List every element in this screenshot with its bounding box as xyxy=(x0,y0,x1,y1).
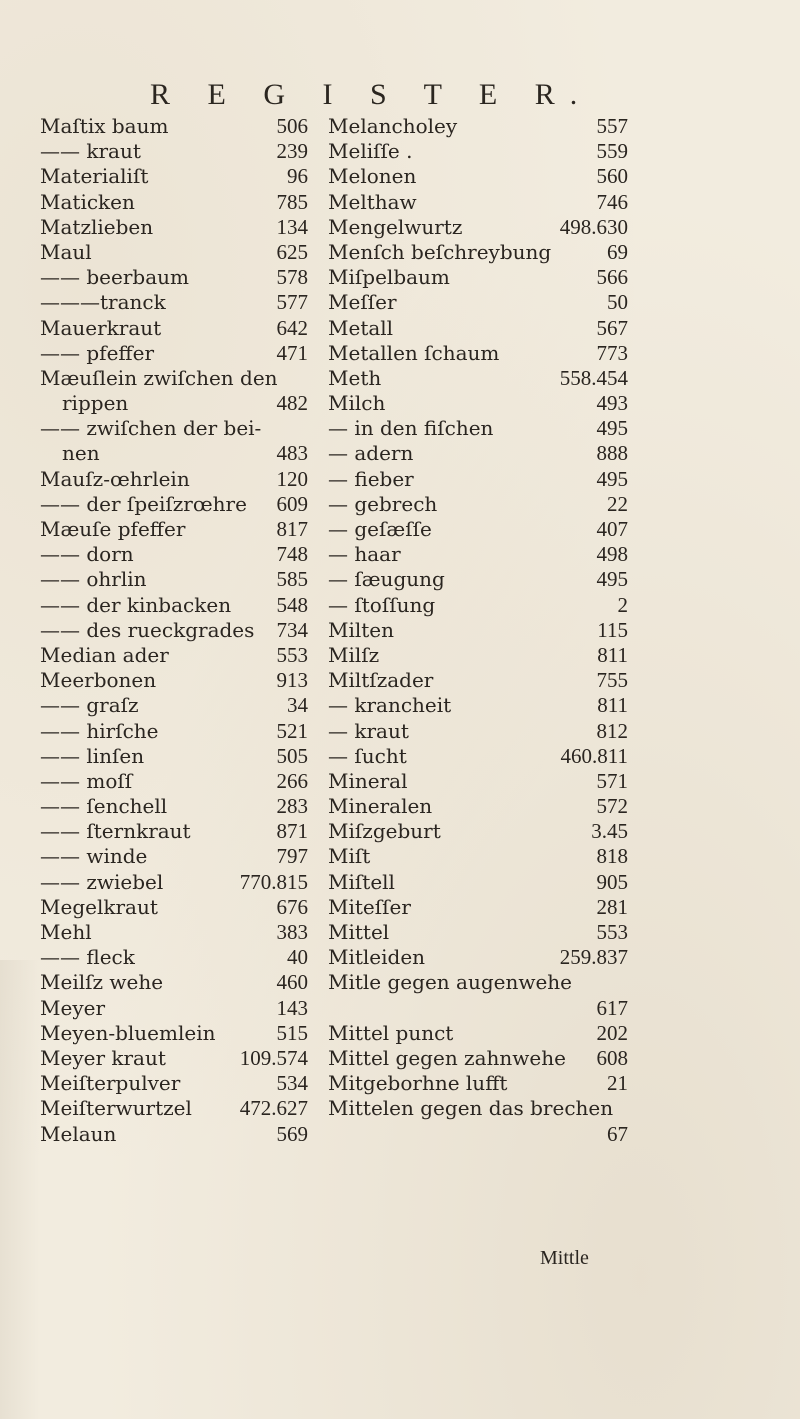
index-term: Meyer kraut xyxy=(40,1045,166,1070)
index-entry xyxy=(40,215,308,240)
index-entry xyxy=(40,114,308,139)
page-reference: 585 xyxy=(276,567,308,592)
index-entry xyxy=(328,1021,628,1046)
index-term: —— fleck xyxy=(40,945,135,970)
index-entry xyxy=(328,693,628,718)
index-term: Mauerkraut xyxy=(40,315,162,340)
index-term: — kraut xyxy=(328,718,409,743)
index-entry xyxy=(328,139,628,164)
index-term: —— graſz xyxy=(40,693,139,718)
index-term: Miſtell xyxy=(328,869,395,894)
index-entry xyxy=(40,819,308,844)
page-reference: 67 xyxy=(607,1121,628,1146)
index-entry xyxy=(40,769,308,794)
index-entry xyxy=(40,744,308,769)
page-reference: 143 xyxy=(276,995,308,1020)
page-reference: 115 xyxy=(597,617,628,642)
page-reference: 471 xyxy=(276,340,308,365)
page-reference: 913 xyxy=(276,668,308,693)
index-term: —— linſen xyxy=(40,743,145,768)
running-head: R E G I S T E R. xyxy=(150,78,593,111)
page-reference: 617 xyxy=(596,995,628,1020)
page-reference: 483 xyxy=(276,441,308,466)
index-term: Mehl xyxy=(40,920,92,944)
page-reference: 811 xyxy=(597,693,628,718)
index-entry xyxy=(328,769,628,794)
index-entry xyxy=(40,895,308,920)
page-reference: 283 xyxy=(276,794,308,819)
index-term: Meyen-bluemlein xyxy=(40,1020,216,1045)
index-term: Meliſſe . xyxy=(328,139,413,164)
page-reference: 259.837 xyxy=(559,945,628,970)
page-reference: 472.627 xyxy=(239,1096,308,1121)
index-term: Mittelen gegen das brechen xyxy=(328,1096,614,1121)
index-entry xyxy=(328,366,628,391)
index-entry xyxy=(328,164,628,189)
page-reference: 785 xyxy=(276,189,308,214)
index-entry xyxy=(40,567,308,592)
index-entry xyxy=(40,240,308,265)
index-entry xyxy=(328,996,628,1021)
index-entry xyxy=(40,1046,308,1071)
index-term: Melonen xyxy=(328,164,417,189)
page-reference: 578 xyxy=(276,265,308,290)
index-term: — krancheit xyxy=(328,693,452,718)
page-reference: 498.630 xyxy=(559,214,628,239)
index-term: Mitgeborhne lufft xyxy=(328,1071,508,1096)
index-term: —— beerbaum xyxy=(40,265,189,290)
page-reference: 495 xyxy=(596,466,628,491)
index-term: — haar xyxy=(328,542,401,567)
index-entry xyxy=(40,391,308,416)
index-term: —— zwiſchen der bei- xyxy=(40,416,262,441)
index-entry xyxy=(328,114,628,139)
index-entry xyxy=(328,517,628,542)
index-entry xyxy=(40,265,308,290)
index-term: — geſæſſe xyxy=(328,517,432,541)
index-term: Milten xyxy=(328,617,395,642)
index-entry xyxy=(328,567,628,592)
index-entry xyxy=(40,341,308,366)
index-entry xyxy=(328,240,628,265)
index-column-right xyxy=(328,114,628,1147)
index-entry xyxy=(40,366,308,391)
index-entry xyxy=(328,794,628,819)
index-term: Miſpelbaum xyxy=(328,265,450,290)
index-entry xyxy=(40,164,308,189)
page-reference: 506 xyxy=(276,114,308,138)
index-term: rippen xyxy=(62,391,129,416)
page-reference: 888 xyxy=(596,441,628,466)
page-reference: 50 xyxy=(607,290,628,315)
index-term: —— winde xyxy=(40,844,148,869)
index-term: Melaun xyxy=(40,1121,117,1146)
index-term: Mæuſe pfeffer xyxy=(40,517,186,541)
page-reference: 571 xyxy=(596,768,628,793)
index-term: — ſtoſſung xyxy=(328,592,436,617)
page-reference: 811 xyxy=(597,642,628,667)
index-term: Maul xyxy=(40,239,92,264)
index-term: —— dorn xyxy=(40,542,134,567)
index-entry xyxy=(40,1122,308,1147)
index-entry xyxy=(328,719,628,744)
index-entry xyxy=(328,593,628,618)
index-term: Meth xyxy=(328,365,382,390)
page-reference: 572 xyxy=(596,794,628,819)
index-entry xyxy=(328,920,628,945)
index-entry xyxy=(40,290,308,315)
index-entry xyxy=(40,668,308,693)
index-entry xyxy=(328,1122,628,1147)
index-entry xyxy=(40,1096,308,1121)
index-term: Mineral xyxy=(328,768,408,793)
index-entry xyxy=(40,920,308,945)
index-entry xyxy=(328,870,628,895)
page-reference: 460 xyxy=(276,970,308,995)
index-entry xyxy=(40,492,308,517)
index-entry xyxy=(40,593,308,618)
index-entry xyxy=(328,744,628,769)
page-reference: 812 xyxy=(596,718,628,743)
index-entry xyxy=(40,190,308,215)
index-entry xyxy=(328,265,628,290)
index-term: —— der kinbacken xyxy=(40,592,232,617)
page-reference: 69 xyxy=(607,239,628,264)
page-reference: 407 xyxy=(596,517,628,541)
page-reference: 266 xyxy=(276,768,308,793)
index-entry xyxy=(328,190,628,215)
index-term: —— moſſ xyxy=(40,768,133,793)
page-reference: 521 xyxy=(276,718,308,743)
index-term: — ſucht xyxy=(328,743,407,768)
page-reference: 569 xyxy=(276,1121,308,1146)
index-term: — ſæugung xyxy=(328,567,445,592)
page-reference: 773 xyxy=(596,340,628,365)
index-entry xyxy=(40,970,308,995)
index-term: Menſch beſchreybung xyxy=(328,239,552,264)
catchword: Mittle xyxy=(540,1247,589,1269)
index-term: Meiſterpulver xyxy=(40,1071,181,1096)
index-entry xyxy=(40,316,308,341)
index-term: —— kraut xyxy=(40,139,141,164)
index-entry xyxy=(328,542,628,567)
index-term: —— ſenchell xyxy=(40,794,168,819)
index-entry xyxy=(328,844,628,869)
index-term: Mittel punct xyxy=(328,1020,454,1045)
page-reference: 498 xyxy=(596,542,628,567)
index-entry xyxy=(40,542,308,567)
page-reference: 797 xyxy=(276,844,308,869)
index-entry xyxy=(40,1071,308,1096)
index-term: —— zwiebel xyxy=(40,869,164,894)
index-entry xyxy=(40,844,308,869)
index-term: Miſzgeburt xyxy=(328,819,441,844)
index-term: Milch xyxy=(328,391,386,416)
index-term: Mittel xyxy=(328,920,390,944)
index-term: Mitle gegen augenwehe xyxy=(328,970,573,995)
page-reference: 2 xyxy=(617,592,628,617)
page-edge-shadow xyxy=(0,960,40,1419)
index-term: Miſt xyxy=(328,844,371,869)
index-term: Mæuſlein zwiſchen den xyxy=(40,365,278,390)
page-reference: 495 xyxy=(596,416,628,441)
index-entry xyxy=(40,139,308,164)
index-term: Meerbonen xyxy=(40,668,157,693)
index-entry xyxy=(328,1096,628,1121)
page-reference: 770.815 xyxy=(239,869,308,894)
page-reference: 109.574 xyxy=(239,1045,308,1070)
index-term: Melancholey xyxy=(328,114,458,138)
index-entry xyxy=(328,391,628,416)
index-entry xyxy=(328,215,628,240)
page-reference: 493 xyxy=(596,391,628,416)
index-term: Materialiſt xyxy=(40,164,149,189)
index-entry xyxy=(328,643,628,668)
index-entry xyxy=(328,441,628,466)
index-entry xyxy=(328,416,628,441)
page-reference: 202 xyxy=(596,1020,628,1045)
index-entry xyxy=(40,1021,308,1046)
index-term: Milſz xyxy=(328,642,380,667)
page-reference: 553 xyxy=(596,920,628,944)
index-term: — gebrech xyxy=(328,491,438,516)
page-reference: 577 xyxy=(276,290,308,315)
index-term: Melthaw xyxy=(328,189,417,214)
page-reference: 505 xyxy=(276,743,308,768)
index-entry xyxy=(328,970,628,995)
index-term: —— hirſche xyxy=(40,718,159,743)
index-term: —— ſternkraut xyxy=(40,819,191,844)
page-reference: 755 xyxy=(596,668,628,693)
page-reference: 34 xyxy=(287,693,308,718)
index-term: Meyer xyxy=(40,995,106,1020)
index-entry xyxy=(40,870,308,895)
page-reference: 567 xyxy=(596,315,628,340)
index-entry xyxy=(40,517,308,542)
page-reference: 460.811 xyxy=(560,743,628,768)
page-reference: 21 xyxy=(607,1071,628,1096)
index-entry xyxy=(40,618,308,643)
index-entry xyxy=(328,492,628,517)
page-reference: 534 xyxy=(276,1071,308,1096)
page-reference: 134 xyxy=(276,214,308,239)
page-reference: 548 xyxy=(276,592,308,617)
index-term: Median ader xyxy=(40,642,169,667)
index-entry xyxy=(40,467,308,492)
index-entry xyxy=(328,316,628,341)
index-entry xyxy=(328,895,628,920)
index-term: — in den fiſchen xyxy=(328,416,494,441)
index-term: Metall xyxy=(328,315,394,340)
page-reference: 748 xyxy=(276,542,308,567)
page-reference: 557 xyxy=(596,114,628,138)
index-entry xyxy=(40,416,308,441)
index-term: Maſtix baum xyxy=(40,114,169,138)
index-term: Miteſſer xyxy=(328,894,411,919)
page-reference: 558.454 xyxy=(559,365,628,390)
index-term: Maticken xyxy=(40,189,135,214)
page-reference: 383 xyxy=(276,920,308,944)
index-entry xyxy=(328,1046,628,1071)
index-entry xyxy=(328,819,628,844)
page-reference: 96 xyxy=(287,164,308,189)
page-reference: 22 xyxy=(607,491,628,516)
index-entry xyxy=(40,693,308,718)
index-term: Meſſer xyxy=(328,290,397,315)
page-reference: 609 xyxy=(276,491,308,516)
index-term: —— der ſpeiſzrœhre xyxy=(40,491,247,516)
page-reference: 515 xyxy=(276,1020,308,1045)
page-reference: 625 xyxy=(276,239,308,264)
page-reference: 495 xyxy=(596,567,628,592)
index-term: Miltſzader xyxy=(328,668,434,693)
index-term: ———tranck xyxy=(40,290,166,315)
index-term: Matzlieben xyxy=(40,214,154,239)
index-column-left xyxy=(40,114,308,1147)
page-reference: 566 xyxy=(596,265,628,290)
index-entry xyxy=(328,945,628,970)
index-entry xyxy=(40,794,308,819)
index-entry xyxy=(328,467,628,492)
index-entry xyxy=(40,996,308,1021)
index-term: Mineralen xyxy=(328,794,433,819)
page-reference: 553 xyxy=(276,642,308,667)
index-entry xyxy=(328,290,628,315)
page-reference: 482 xyxy=(276,391,308,416)
index-term: Meilſz wehe xyxy=(40,970,164,995)
index-entry xyxy=(328,618,628,643)
page-reference: 818 xyxy=(596,844,628,869)
index-term: Metallen ſchaum xyxy=(328,340,500,365)
index-term: Meiſterwurtzel xyxy=(40,1096,192,1121)
page-reference: 817 xyxy=(276,517,308,541)
index-entry xyxy=(40,719,308,744)
index-term: —— pfeffer xyxy=(40,340,155,365)
index-term: — adern xyxy=(328,441,414,466)
index-term: Mitleiden xyxy=(328,945,426,970)
index-term: Mengelwurtz xyxy=(328,214,463,239)
page-reference: 3.45 xyxy=(591,819,628,844)
index-entry xyxy=(328,1071,628,1096)
index-term: Mauſz-œhrlein xyxy=(40,466,190,491)
index-term: — fieber xyxy=(328,466,414,491)
page-reference: 676 xyxy=(276,894,308,919)
index-term: nen xyxy=(62,441,100,466)
page-reference: 871 xyxy=(276,819,308,844)
index-term: Megelkraut xyxy=(40,894,158,919)
index-term: Mittel gegen zahnwehe xyxy=(328,1045,566,1070)
page-reference: 608 xyxy=(596,1045,628,1070)
index-term: —— ohrlin xyxy=(40,567,147,592)
page-reference: 642 xyxy=(276,315,308,340)
page-reference: 239 xyxy=(276,139,308,164)
page-reference: 281 xyxy=(596,894,628,919)
page-reference: 40 xyxy=(287,945,308,970)
page-reference: 905 xyxy=(596,869,628,894)
index-entry xyxy=(40,441,308,466)
page-reference: 559 xyxy=(596,139,628,164)
index-entry xyxy=(40,643,308,668)
index-term: —— des rueckgrades xyxy=(40,617,255,642)
page-reference: 560 xyxy=(596,164,628,189)
index-entry xyxy=(328,668,628,693)
page-reference: 746 xyxy=(596,189,628,214)
page-reference: 734 xyxy=(276,617,308,642)
index-entry xyxy=(328,341,628,366)
page-reference: 120 xyxy=(276,466,308,491)
index-entry xyxy=(40,945,308,970)
